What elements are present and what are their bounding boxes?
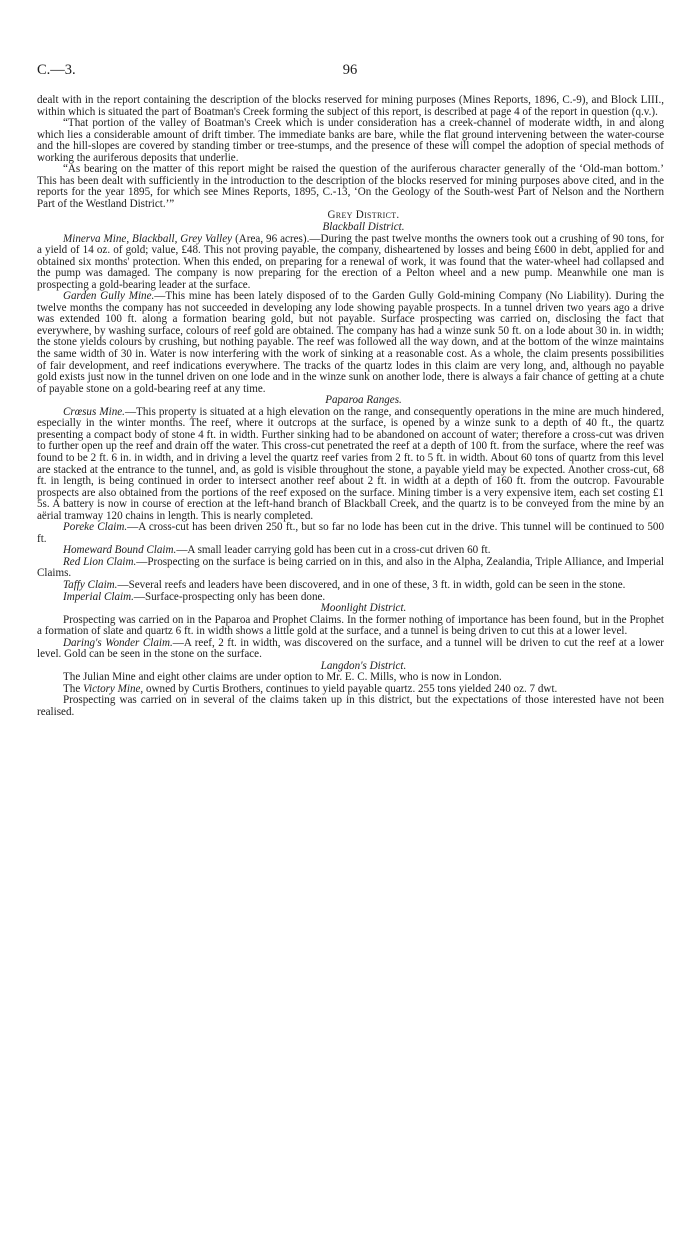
taffy-claim-text: —Several reefs and leaders have been discovered, and in one of these, 3 ft. in width, gold can be seen in the stone. — [117, 578, 626, 591]
victory-mine-prefix: The — [63, 682, 84, 695]
poreke-claim-name: Poreke Claim. — [63, 521, 128, 534]
intro-paragraph-2: “That portion of the valley of Boatman's Creek which is under consideration has a creek-channel of moderate width, in and along which lies a considerable amount of drift timber. The immediate banks are bare, while the flat ground intervening between the water-course and the hill-slopes are covered by standing timber or tree-stumps, and the presence of these will compel the adoption of special methods of working the auriferous deposits that underlie. — [37, 117, 664, 164]
page-number: 96 — [342, 62, 358, 78]
garden-gully-text: —This mine has been lately disposed of to the Garden Gully Gold-mining Company (No Liability). During the twelve months the company has not succeeded in developing any lode showing payable prospects. In a tunnel driven two years ago a drive was extended 100 ft. along a formation bearing gold, but not payable. Surface prospecting was carried on, disclosing the fact that everywhere, by washing surface, colours of reef gold are obtained. The company has had a winze sunk 50 ft. on a lode about 30 in. in width; the stone yields colours by crushing, but nothing payable. The reef was followed all the way down, and at the bottom of the winze maintains the same width of 30 in. Water is now interfering with the work of sinking at a reasonable cost. As a whole, the claim presents possibilities of fair development, and reef indications everywhere. The tracks of the quartz lodes in this claim are very long, and, although no payable gold exists just now in the tunnel driven on one lode and in the winze sunk on another lode, there is always a fair chance of getting at a chute of payable stone on a gold-bearing reef at any time. — [37, 290, 664, 395]
homeward-bound-name: Homeward Bound Claim. — [63, 544, 177, 557]
minerva-mine-paragraph — [37, 234, 664, 292]
page-header — [37, 62, 663, 82]
red-lion-text: —Prospecting on the surface is being carried on in this, and also in the Alpha, Zealandia, Triple Alliance, and Imperial Claims. — [37, 555, 664, 580]
julian-mine-paragraph: The Julian Mine and eight other claims are under option to Mr. E. C. Mills, who is now in London. — [63, 671, 502, 684]
langdon-prospecting-paragraph: Prospecting was carried on in several of the claims taken up in this district, but the expectations of those interested have not been realised. — [37, 694, 664, 718]
red-lion-paragraph — [37, 557, 664, 580]
intro-paragraph-3: “As bearing on the matter of this report might be raised the question of the auriferous character generally of the ‘Old-man bottom.’ This has been dealt with sufficiently in the introduction to the description of the blocks reserved for mining purposes above cited, and in the reports for the year 1895, for which see Mines Reports, 1895, C.-13, ‘On the Geology of the South-west Part of Nelson and the Northern Part of the Westland District.’” — [37, 163, 664, 210]
poreke-claim-paragraph — [37, 522, 664, 545]
croesus-mine-text: —This property is situated at a high elevation on the range, and consequently operations in the mine are much hindered, especially in the winter months. The reef, where it outcrops at the surface, is opened by a winze sunk to a depth of 40 ft., the quartz presenting a compact body of stone 4 ft. in width. Further sinking had to be abandoned on account of water; therefore a cross-cut was driven to further open up the reef and drain off the water. This cross-cut penetrated the reef at a depth of 100 ft. from the surface, where the reef was found to be 2 ft. 6 in. in width, and in driving a level the quartz reef varies from 2 ft. to 5 ft. in width. About 60 tons of quartz from this level are stacked at the entrance to the tunnel, and, as gold is visible throughout the stone, a payable yield may be expected. Another cross-cut, 68 ft. in length, is being continued in order to intersect another reef about 2 ft. in width at a depth of 160 ft. from the outcrop. Favourable prospects are also obtained from the portions of the reef exposed on the surface. Mining timber is a very expensive item, each set costing £1 5s. A battery is now in course of erection at the left-hand branch of Blackball Creek, and the quartz is to be conveyed from the mine by an aërial tramway 120 chains in length. This is nearly completed. — [37, 405, 664, 522]
langdons-district-heading: Langdon's District. — [320, 659, 407, 672]
blackball-district-heading: Blackball District. — [322, 221, 405, 234]
croesus-mine-paragraph — [37, 407, 664, 522]
minerva-mine-text: (Area, 96 acres).—During the past twelve months the owners took out a crushing of 90 tons, for a yield of 14 oz. of gold; value, £48. This not proving payable, the company, disheartened by losses and being £600 in debt, applied for and obtained six months' protection. When this ended, on preparing for a renewal of work, it was found that the water-wheel had collapsed and the pump was damaged. The company is now preparing for the erection of a Pelton wheel and a new pump. Meanwhile one man is prospecting a gold-bearing leader at the surface. — [37, 232, 665, 291]
report-code: C.—3. — [37, 62, 76, 78]
paparoa-ranges-heading: Paparoa Ranges. — [325, 394, 402, 407]
darings-wonder-paragraph — [37, 638, 664, 661]
grey-district-heading: Grey District. — [327, 209, 400, 222]
moonlight-paragraph: Prospecting was carried on in the Paparoa and Prophet Claims. In the former nothing of importance has been found, but in the Prophet a formation of slate and quartz 6 ft. in width shows a little gold at the surface, and a tunnel is being driven to cut this at a lower level. — [37, 613, 664, 638]
garden-gully-paragraph — [37, 291, 664, 395]
croesus-mine-name: Crœsus Mine. — [63, 405, 125, 418]
imperial-claim-name: Imperial Claim. — [63, 590, 134, 603]
imperial-claim-text: —Surface-prospecting only has been done. — [133, 590, 326, 603]
minerva-mine-name: Minerva Mine, Blackball, Grey Valley — [63, 232, 233, 245]
taffy-claim-name: Taffy Claim. — [63, 578, 118, 591]
victory-mine-text: owned by Curtis Brothers, continues to yield payable quartz. 255 tons yielded 240 oz. 7 dwt. — [143, 682, 558, 695]
homeward-bound-text: —A small leader carrying gold has been cut in a cross-cut driven 60 ft. — [176, 544, 491, 557]
darings-wonder-text: —A reef, 2 ft. in width, was discovered on the surface, and a tunnel will be driven to cut the reef at a lower level. Gold can be seen in the stone on the surface. — [37, 636, 664, 661]
victory-mine-name: Victory Mine, — [83, 682, 144, 695]
darings-wonder-name: Daring's Wonder Claim. — [63, 636, 173, 649]
intro-paragraph-1: dealt with in the report containing the description of the blocks reserved for mining purposes (Mines Reports, 1896, C.-9), and Block LIII., within which is situated the part of Boatman's Creek forming the subject of this report, is described at page 4 of the report in question (q.v.). — [37, 94, 664, 118]
poreke-claim-text: —A cross-cut has been driven 250 ft., but so far no lode has been cut in the drive. This tunnel will be continued to 500 ft. — [37, 521, 664, 545]
body-text — [37, 95, 664, 719]
garden-gully-name: Garden Gully Mine. — [63, 290, 155, 303]
moonlight-district-heading: Moonlight District. — [320, 602, 407, 615]
red-lion-name: Red Lion Claim. — [63, 555, 137, 568]
